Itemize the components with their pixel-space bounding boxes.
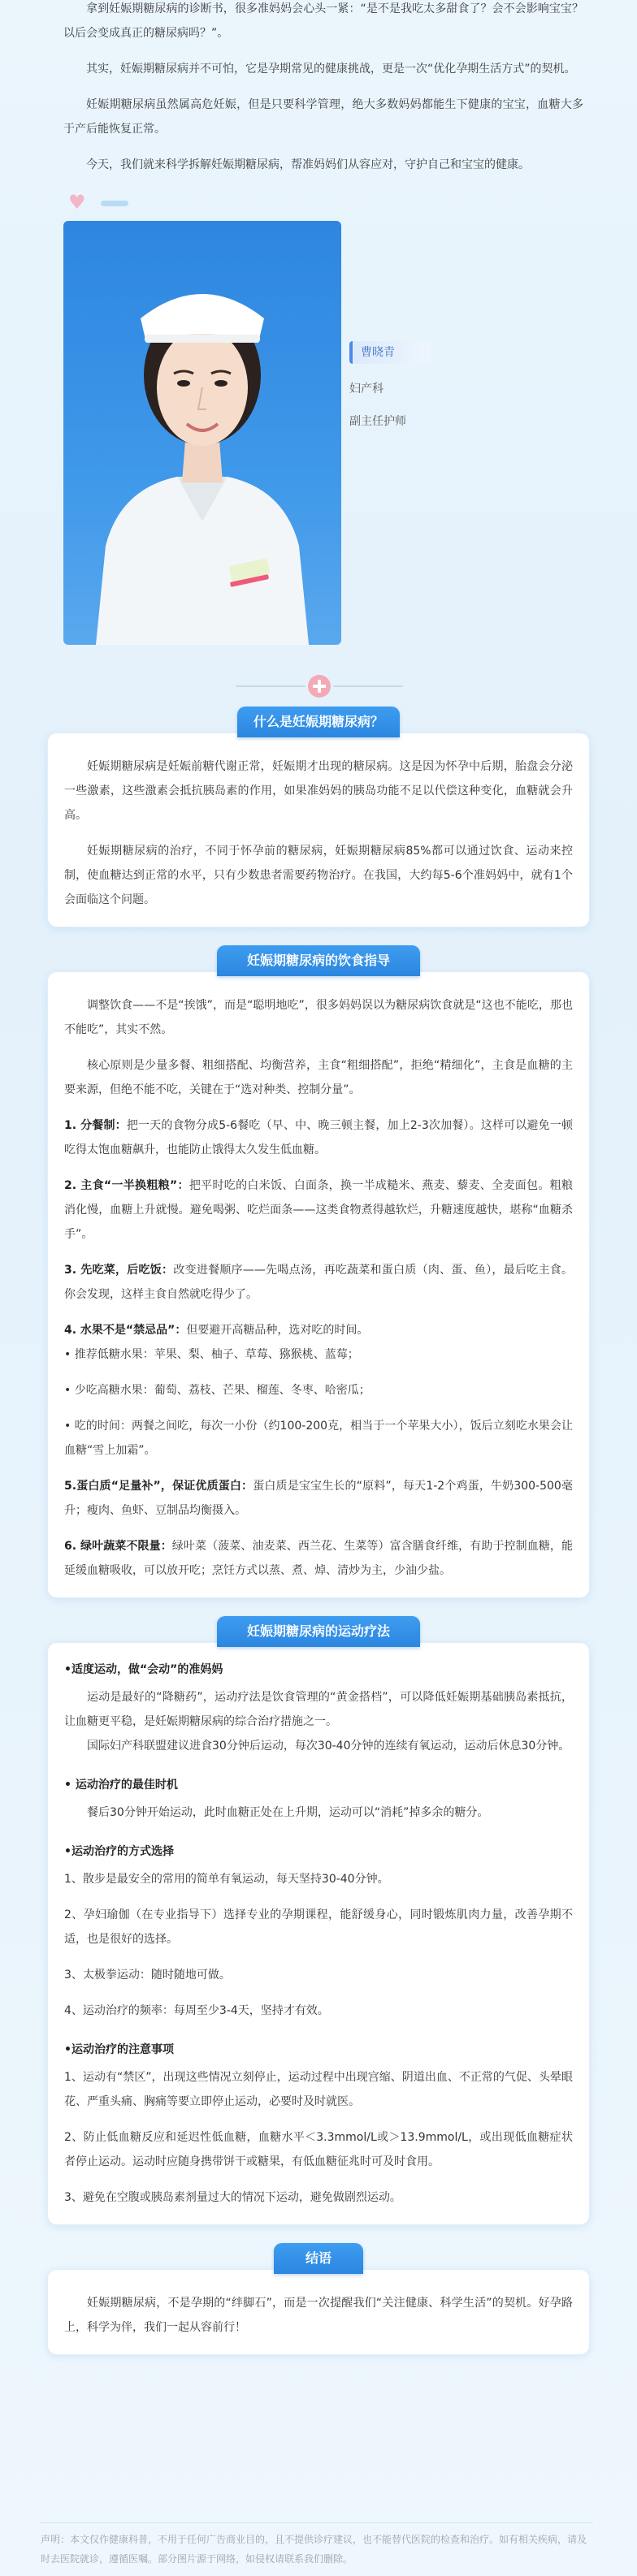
decoration-pill	[101, 201, 128, 206]
section-paragraph: 妊娠期糖尿病的治疗，不同于怀孕前的糖尿病，妊娠期糖尿病85%都可以通过饮食、运动来控制，使血糖达到正常的水平，只有少数患者需要药物治疗。在我国，大约每5-6个准妈妈中，就有1个会面临这个问题。	[64, 845, 573, 906]
medical-cross-icon	[308, 675, 331, 698]
section-paragraph: 核心原则是少量多餐、粗细搭配、均衡营养，主食“粗细搭配”，拒绝“精细化”，主食是血糖的主要来源，但绝不能不吃，关键在于“选对种类、控制分量”。	[64, 1059, 573, 1096]
section-box	[47, 2269, 590, 2355]
diet-item-6: 6. 绿叶蔬菜不限量：绿叶菜（菠菜、油麦菜、西兰花、生菜等）富含膳食纤维，有助于控制血糖，能延缓血糖吸收，可以放开吃；烹饪方式以蒸、煮、焯、清炒为主，少油少盐。	[64, 1540, 574, 1577]
section-diet-guide	[0, 945, 637, 1598]
doctor-department: 妇产科	[349, 383, 384, 395]
section-box	[47, 1642, 590, 2225]
list-item: 4、运动治疗的频率：每周至少3-4天，坚持才有效。	[64, 2004, 329, 2017]
section-paragraph: 国际妇产科联盟建议进食30分钟后运动，每次30-40分钟的连续有氧运动，运动后休息30分钟。	[87, 1740, 570, 1753]
section-divider	[0, 668, 637, 705]
decoration-row	[68, 188, 637, 221]
section-title: 结语	[274, 2243, 363, 2274]
heart-icon: ♥	[68, 191, 86, 214]
diet-item-1: 1. 分餐制：把一天的食物分成5-6餐吃（早、中、晚三顿主餐，加上2-3次加餐）。这样可以避免一顿吃得太饱血糖飙升，也能防止饿得太久发生低血糖。	[64, 1119, 573, 1156]
doctor-card	[0, 221, 637, 651]
intro	[0, 0, 637, 177]
diet-item-4: 4. 水果不是“禁忌品”：但要避开高糖品种，选对吃的时间。	[64, 1324, 369, 1337]
doctor-info	[349, 341, 431, 429]
diet-item-2: 2. 主食“一半换粗粮”：把平时吃的白米饭、白面条，换一半成糙米、燕麦、藜麦、全麦面包。粗粮消化慢，血糖上升就慢。避免喝粥、吃烂面条——这类食物煮得越软烂，升糖速度越快，堪称“血糖杀手”。	[64, 1179, 574, 1241]
section-paragraph: 妊娠期糖尿病是妊娠前糖代谢正常，妊娠期才出现的糖尿病。这是因为怀孕中后期，胎盘会分泌一些激素，这些激素会抵抗胰岛素的作用，如果准妈妈的胰岛功能不足以代偿这种变化，血糖就会升高。	[64, 760, 573, 822]
section-paragraph: 妊娠期糖尿病，不是孕期的“绊脚石”，而是一次提醒我们“关注健康、科学生活”的契机。好孕路上，科学为伴，我们一起从容前行！	[64, 2297, 573, 2334]
subheading: • 运动治疗的最佳时机	[64, 1779, 178, 1792]
list-item: • 少吃高糖水果：葡萄、荔枝、芒果、榴莲、冬枣、哈密瓜；	[64, 1384, 370, 1397]
section-title: 妊娠期糖尿病的运动疗法	[217, 1616, 420, 1647]
subheading: •运动治疗的方式选择	[64, 1845, 174, 1858]
list-item: 3、太极拳运动：随时随地可做。	[64, 1969, 231, 1982]
doctor-name: 曹晓青	[349, 341, 431, 364]
intro-paragraph-4: 今天，我们就来科学拆解妊娠期糖尿病，帮准妈妈们从容应对，守护自己和宝宝的健康。	[86, 158, 530, 171]
subheading: •运动治疗的注意事项	[64, 2043, 174, 2056]
list-item: 3、避免在空腹或胰岛素剂量过大的情况下运动，避免做剧烈运动。	[64, 2191, 401, 2204]
intro-paragraph-1: 拿到妊娠期糖尿病的诊断书，很多准妈妈会心头一紧：“是不是我吃太多甜食了？会不会影响宝宝？以后会变成真正的糖尿病吗？”。	[63, 2, 583, 40]
intro-paragraph-3: 妊娠期糖尿病虽然属高危妊娠，但是只要科学管理，绝大多数妈妈都能生下健康的宝宝，血糖大多于产后能恢复正常。	[63, 98, 583, 136]
list-item: • 吃的时间：两餐之间吃，每次一小份（约100-200克，相当于一个苹果大小），饭后立刻吃水果会让血糖“雪上加霜”。	[64, 1420, 573, 1457]
section-paragraph: 运动是最好的“降糖药”，运动疗法是饮食管理的“黄金搭档”，可以降低妊娠期基础胰岛素抵抗，让血糖更平稳，是妊娠期糖尿病的综合治疗措施之一。	[64, 1691, 573, 1728]
section-box	[47, 733, 590, 927]
intro-paragraph-2: 其实，妊娠期糖尿病并不可怕，它是孕期常见的健康挑战，更是一次“优化孕期生活方式”的契机。	[86, 63, 576, 76]
section-title: 什么是妊娠期糖尿病？	[237, 707, 400, 737]
diet-item-3: 3. 先吃菜，后吃饭：改变进餐顺序——先喝点汤，再吃蔬菜和蛋白质（肉、蛋、鱼），最后吃主食。你会发现，这样主食自然就吃得少了。	[64, 1264, 574, 1301]
section-title: 妊娠期糖尿病的饮食指导	[217, 945, 420, 976]
doctor-title: 副主任护师	[349, 415, 406, 428]
disclaimer: 声明：本文仅作健康科普，不用于任何广告商业目的，且不提供诊疗建议，也不能替代医院的检查和治疗。如有相关疾病，请及时去医院就诊，遵循医嘱。部分图片源于网络，如侵权请联系我们删除。	[41, 2522, 593, 2569]
list-item: 2、防止低血糖反应和延迟性低血糖，血糖水平＜3.3mmol/L或＞13.9mmol/L，或出现低血糖症状者停止运动。运动时应随身携带饼干或糖果，有低血糖征兆时可及时食用。	[64, 2131, 573, 2168]
doctor-photo	[63, 221, 341, 645]
section-paragraph: 餐后30分钟开始运动，此时血糖正处在上升期，运动可以“消耗”掉多余的糖分。	[87, 1806, 489, 1819]
section-exercise-therapy	[0, 1616, 637, 2225]
list-item: 2、孕妇瑜伽（在专业指导下）选择专业的孕期课程，能舒缓身心，同时锻炼肌肉力量，改善孕期不适，也是很好的选择。	[64, 1908, 573, 1946]
subheading: •适度运动，做“会动”的准妈妈	[64, 1663, 223, 1676]
section-conclusion	[0, 2243, 637, 2355]
list-item: 1、散步是最安全的常用的简单有氧运动，每天坚持30-40分钟。	[64, 1873, 389, 1886]
section-paragraph: 调整饮食——不是“挨饿”，而是“聪明地吃”，很多妈妈误以为糖尿病饮食就是“这也不能吃，那也不能吃”，其实不然。	[64, 999, 573, 1036]
section-box	[47, 971, 590, 1598]
list-item: • 推荐低糖水果：苹果、梨、柚子、草莓、猕猴桃、蓝莓；	[64, 1348, 359, 1361]
diet-item-5: 5.蛋白质“足量补”，保证优质蛋白：蛋白质是宝宝生长的“原料”，每天1-2个鸡蛋，牛奶300-500毫升；瘦肉、鱼虾、豆制品均衡摄入。	[64, 1480, 573, 1517]
section-what-is-gdm	[0, 707, 637, 927]
list-item: 1、运动有“禁区”，出现这些情况立刻停止，运动过程中出现宫缩、阴道出血、不正常的气促、头晕眼花、严重头痛、胸痛等要立即停止运动，必要时及时就医。	[64, 2071, 573, 2108]
